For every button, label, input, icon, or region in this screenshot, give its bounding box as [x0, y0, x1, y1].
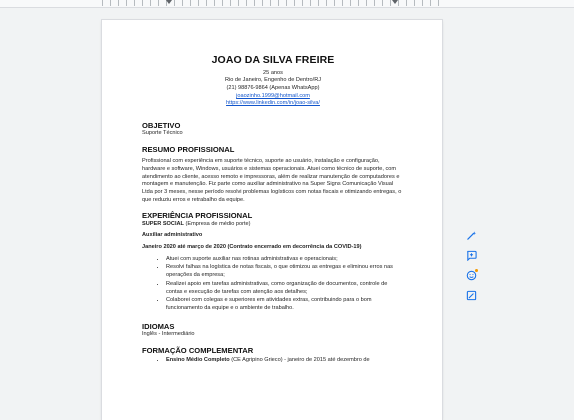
resume-phone: (21) 98876-9864 (Apenas WhatsApp): [226, 85, 320, 92]
education-bullet-list: [142, 357, 404, 365]
experience-role: Auxiliar administrativo: [142, 232, 203, 239]
resume-header: [142, 54, 404, 108]
education-item-title: Ensino Médio Completo: [166, 356, 230, 363]
document-page[interactable]: [102, 20, 442, 420]
education-heading: FORMAÇÃO COMPLEMENTAR: [142, 345, 254, 355]
notification-dot: [475, 269, 478, 272]
right-indent-marker[interactable]: [392, 0, 398, 4]
suggest-edits-icon: [466, 290, 477, 301]
resume-name: JOAO DA SILVA FREIRE: [211, 54, 335, 66]
experience-company-note: (Empresa de médio porte): [183, 220, 251, 227]
magic-pen-icon: [466, 230, 477, 241]
add-comment-button[interactable]: [464, 248, 478, 262]
summary-text: Profissional com experiência em suporte técnico, suporte ao usuário, instalação e configuração, hardware e software, Windows, usuários e sistemas operacionais. Atuei como técnico de suporte, com atendimento ao cliente, acesso remoto e impressoras, além de realizar manutenção de computadores e montagem e manutenção. Fiz parte como auxiliar administrativo na Super Signs Comunicação Visual Ltda por 3 meses, nesse período resolvi problemas logísticos com notas fiscais e otimizando entregas, o que reduziu erros e retrabalho da equipe.: [142, 158, 402, 203]
experience-company-line: [142, 221, 404, 229]
objective-heading: OBJETIVO: [142, 121, 181, 131]
experience-bullet: • Resolvi falhas na logística de notas fiscais, o que otimizou as entregas e eliminou erros nas operações da empresa;: [166, 264, 404, 279]
resume-location: Rio de Janeiro, Engenho de Dentro/RJ: [224, 77, 322, 84]
horizontal-ruler[interactable]: [0, 0, 574, 8]
experience-bullet: • Realizei apoio em tarefas administrativas, como organização de documentos, controle de contas e execução de tarefas com atenção aos detalhes;: [166, 281, 404, 296]
experience-bullet: • Atuei com suporte auxiliar nas rotinas administrativas e operacionais;: [166, 256, 404, 264]
side-action-toolbar: [464, 228, 478, 308]
resume-email-link[interactable]: joaozinho.1999@hotmail.com: [236, 92, 310, 99]
experience-bullet-list: [142, 256, 404, 313]
experience-bullet: • Colaborei com colegas e superiores em atividades extras, contribuindo para o bom funcionamento da equipe e o ambiente de trabalho.: [166, 297, 404, 312]
summary-heading: RESUMO PROFISSIONAL: [142, 145, 235, 155]
ruler-ticks: [102, 0, 442, 6]
emoji-reaction-button[interactable]: [464, 268, 478, 282]
education-item-detail: (CE Agripino Grieco) - janeiro de 2015 até dezembro de: [229, 356, 370, 363]
languages-heading: IDIOMAS: [142, 321, 175, 331]
experience-period: Janeiro 2020 até março de 2020 (Contrato encerrado em decorrência da COVID-19): [142, 243, 362, 250]
left-indent-marker[interactable]: [166, 0, 172, 4]
experience-company: SUPER SOCIAL: [142, 220, 184, 227]
suggest-edits-button[interactable]: [464, 288, 478, 302]
objective-text: Suporte Técnico: [142, 130, 183, 137]
resume-age: 25 anos: [263, 69, 283, 76]
add-comment-icon: [466, 250, 477, 261]
resume-content: [142, 20, 404, 365]
resume-linkedin-link[interactable]: https://www.linkedin.com/in/joao-silva/: [226, 100, 320, 107]
languages-text: Inglês - Intermediário: [142, 330, 195, 337]
experience-heading: EXPERIÊNCIA PROFISSIONAL: [142, 211, 253, 221]
refine-text-button[interactable]: [464, 228, 478, 242]
education-item: [166, 357, 404, 365]
